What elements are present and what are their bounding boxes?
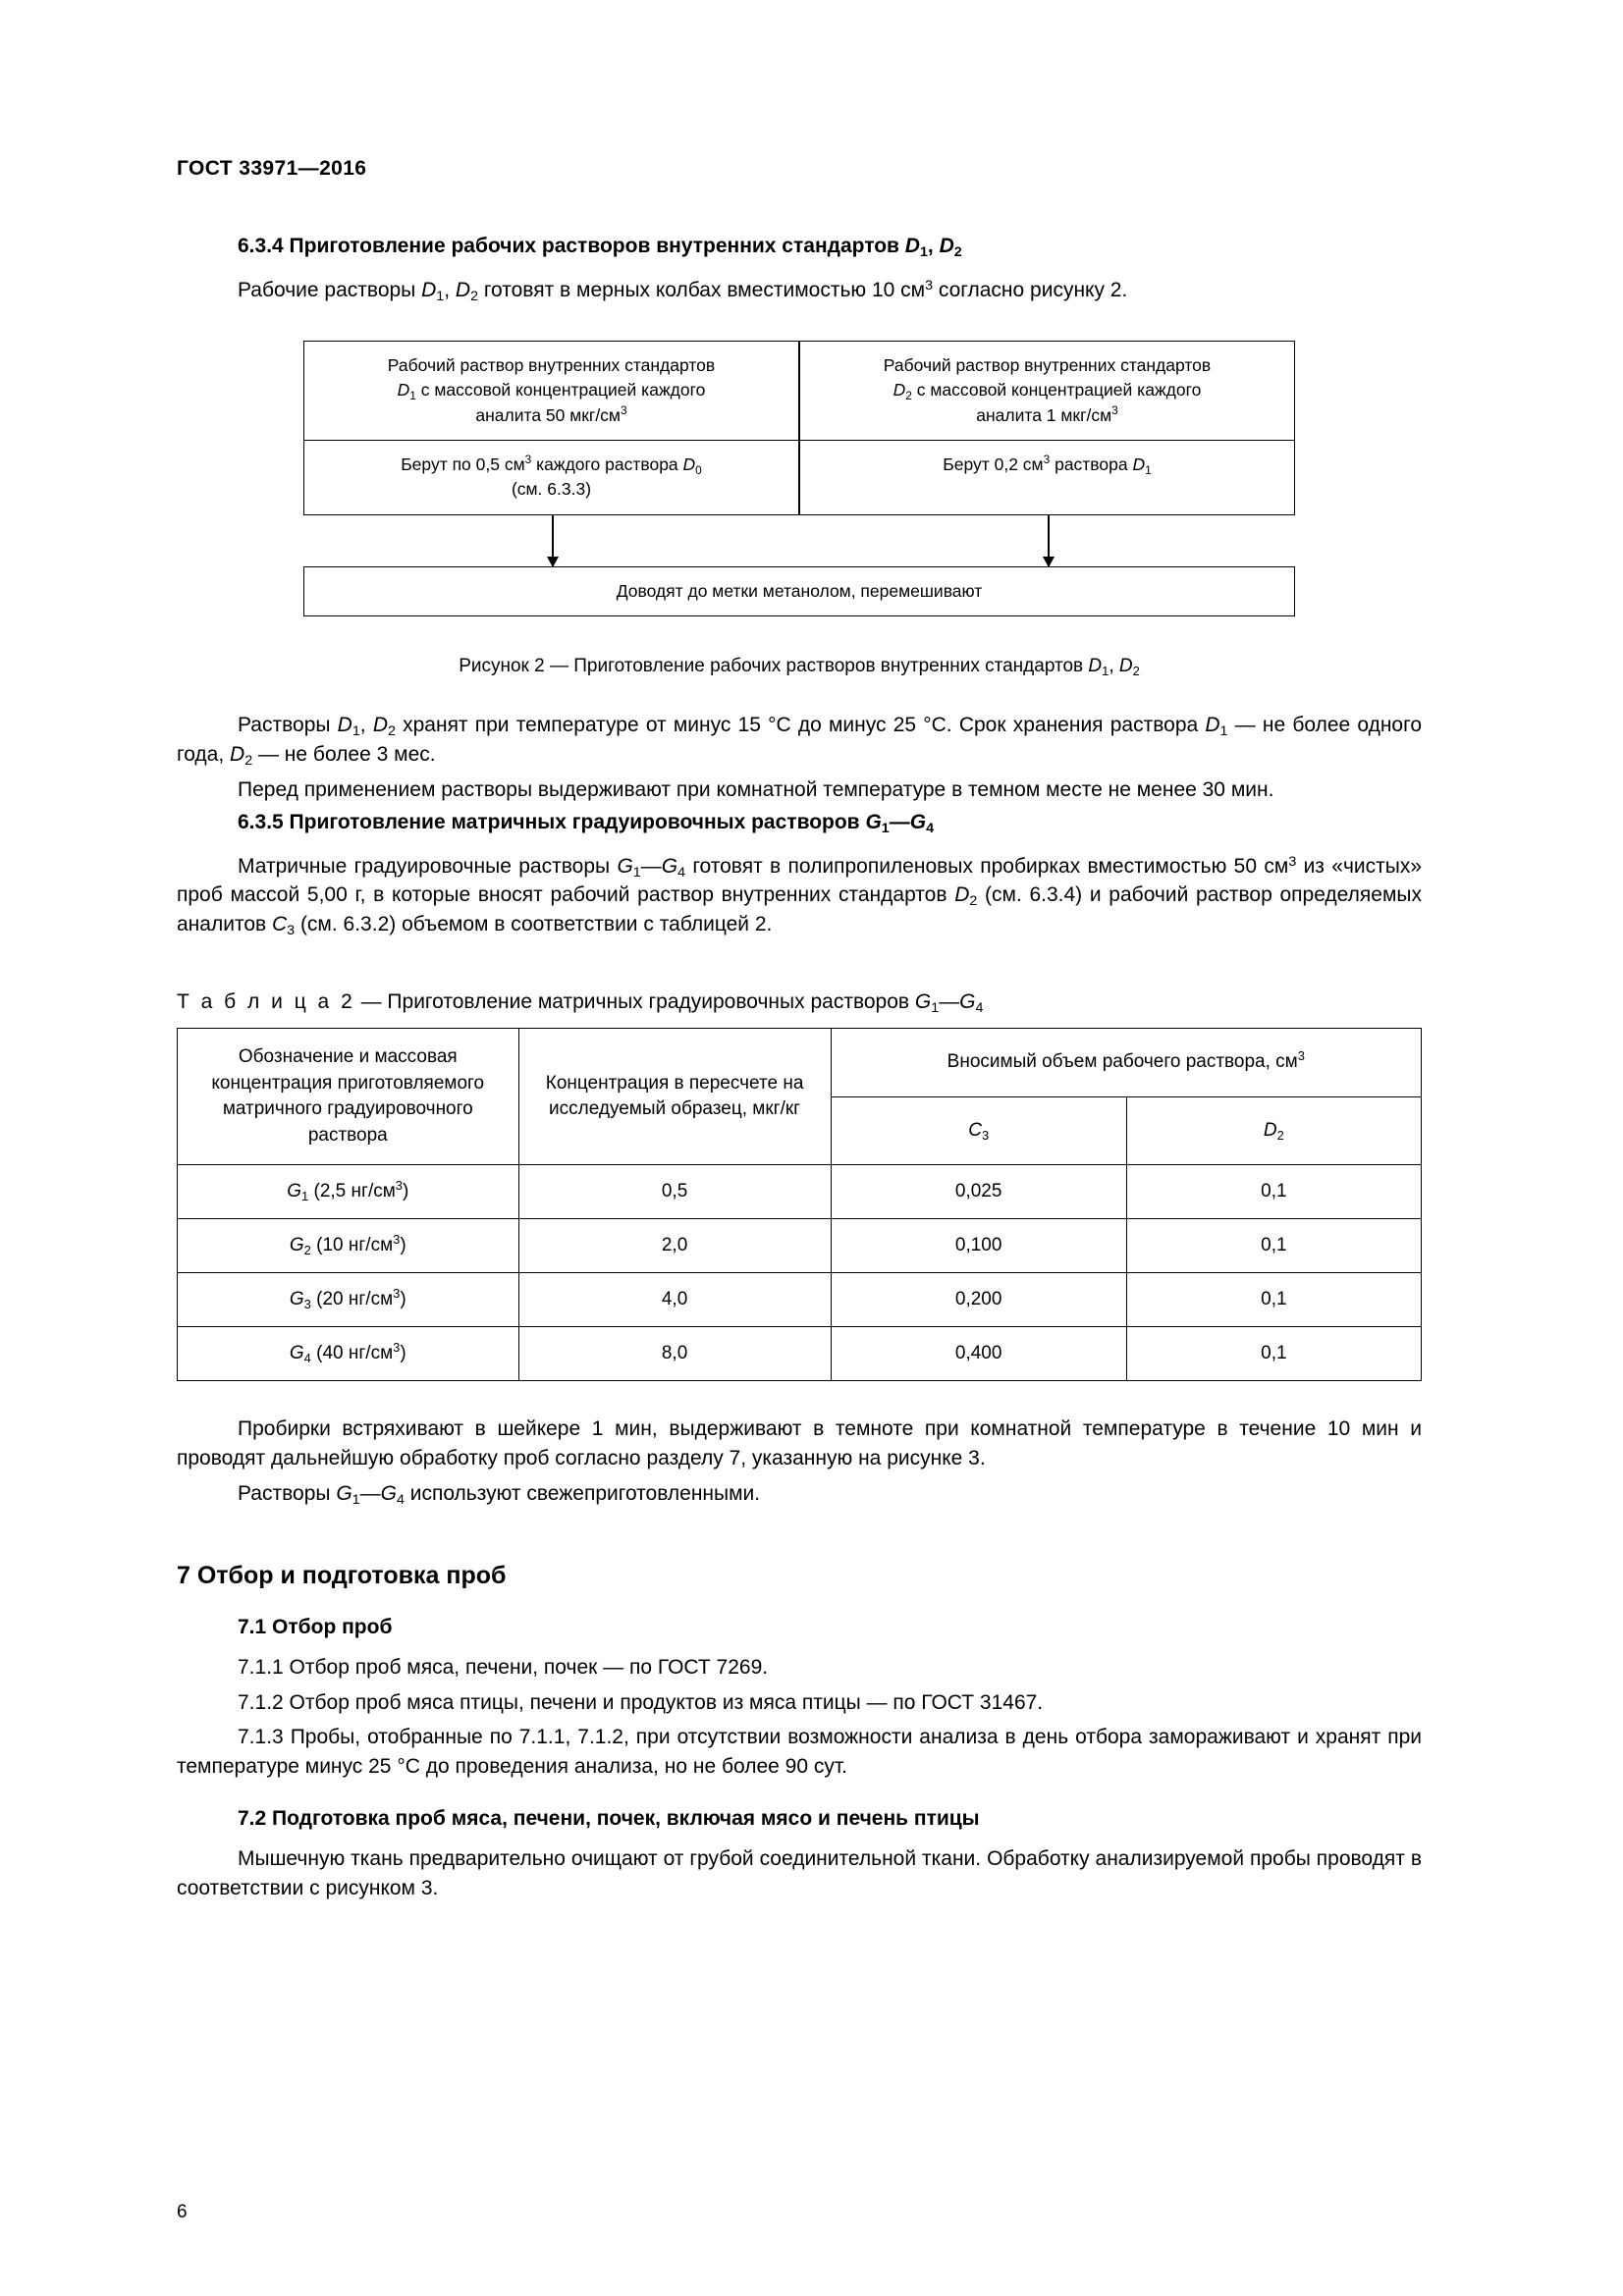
table-row	[178, 1327, 1422, 1381]
section-6-3-5-heading: 6.3.5 Приготовление матричных градуировочных растворов $G_1—G_4$	[238, 810, 934, 836]
table-2-label: Т а б л и ц а 2	[177, 989, 355, 1013]
figure-2-box-left-top: Рабочий раствор внутренних стандартов $D_1$ с массовой концентрацией каждого аналита 50 мкг/$см^3$	[303, 341, 799, 441]
section-6-3-4-paragraph: Рабочие растворы $D_1$, $D_2$ готовят в мерных колбах вместимостью 10 $см^3$ согласно рисунку 2.	[238, 278, 1128, 304]
figure-2-row-3	[303, 566, 1295, 616]
table-2	[177, 1028, 1422, 1381]
table-2-cell-c3: 0,100	[831, 1219, 1126, 1273]
figure-2-box-right-bottom: Берут 0,2 $см^3$ раствора $D_1$	[799, 441, 1295, 515]
table-2-header-row-1	[178, 1028, 1422, 1096]
section-7-heading: 7 Отбор и подготовка проб	[177, 1561, 507, 1589]
table-2-cell-d2: 0,1	[1126, 1219, 1421, 1273]
table-2-cell-name: $G_1$ (2,5 $нг/см^3$)	[178, 1165, 519, 1219]
fresh-solutions-paragraph: Растворы $G_1—G_4$ используют свежеприготовленными.	[238, 1481, 761, 1508]
figure-2-box-right-top-line1: Рабочий раствор внутренних стандартов	[883, 354, 1212, 375]
section-6-3-4-heading-text: 6.3.4 Приготовление рабочих растворов внутренних стандартов	[238, 235, 905, 257]
table-2-cell-name: $G_4$ (40 $нг/см^3$)	[178, 1327, 519, 1381]
table-2-header-group: Вносимый объем рабочего раствора, $см^3$	[831, 1028, 1421, 1096]
table-2-cell-d2: 0,1	[1126, 1273, 1421, 1327]
section-6-3-5-heading-text: 6.3.5 Приготовление матричных градуировочных растворов	[238, 810, 866, 833]
table-2-title: Т а б л и ц а 2 — Приготовление матричных градуировочных растворов $G_1—G_4$	[177, 989, 984, 1016]
table-2-header-col2: Концентрация в пересчете на исследуемый образец, мкг/кг	[518, 1028, 831, 1164]
before-use-paragraph: Перед применением растворы выдерживают при комнатной температуре в темном месте не менее 30 мин.	[238, 777, 1274, 801]
table-2-header-col3: $C_3$	[831, 1096, 1126, 1165]
down-arrow-icon-right	[1048, 515, 1050, 566]
page-number: 6	[177, 2202, 188, 2222]
section-7-1-3: 7.1.3 Пробы, отобранные по 7.1.1, 7.1.2, при отсутствии возможности анализа в день отбора замораживают и хранят при температуре минус 25 °С до проведения анализа, но не более 90 сут.	[177, 1726, 1422, 1779]
figure-2-row-1	[303, 341, 1295, 441]
table-2-cell-conc: 2,0	[518, 1219, 831, 1273]
table-row	[178, 1165, 1422, 1219]
figure-2-block	[177, 341, 1422, 677]
figure-2-box-left-bottom: Берут по 0,5 $см^3$ каждого раствора $D_0$ (см. 6.3.3)	[303, 441, 799, 515]
section-6-3-4-heading: 6.3.4 Приготовление рабочих растворов внутренних стандартов $D_1$, $D_2$	[238, 235, 962, 260]
section-7-1-heading: 7.1 Отбор проб	[238, 1615, 393, 1638]
table-row	[178, 1273, 1422, 1327]
section-7-2-paragraph: Мышечную ткань предварительно очищают от грубой соединительной ткани. Обработку анализируемой пробы проводят в соответствии с рисунком 3.	[177, 1847, 1422, 1899]
storage-paragraph: Растворы $D_1$, $D_2$ хранят при температуре от минус 15 °С до минус 25 °С. Срок хранения раствора $D_1$ — не более одного года, $D_2$ — не более 3 мес.	[177, 714, 1422, 769]
figure-2-arrows	[303, 515, 1295, 566]
shaker-paragraph: Пробирки встряхивают в шейкере 1 мин, выдерживают в темноте при комнатной температуре в течение 10 мин и проводят дальнейшую обработку проб согласно разделу 7, указанную на рисунке 3.	[177, 1417, 1422, 1470]
figure-2-box-left-top-line1: Рабочий раствор внутренних стандартов	[387, 354, 716, 375]
figure-2-row-2	[303, 441, 1295, 515]
table-2-cell-d2: 0,1	[1126, 1165, 1421, 1219]
table-2-cell-conc: 0,5	[518, 1165, 831, 1219]
table-2-cell-name: $G_3$ (20 $нг/см^3$)	[178, 1273, 519, 1327]
section-7-1-1: 7.1.1 Отбор проб мяса, печени, почек — по ГОСТ 7269.	[238, 1655, 769, 1679]
figure-2-box-right-top: Рабочий раствор внутренних стандартов $D_2$ с массовой концентрацией каждого аналита 1 мкг/$см^3$	[799, 341, 1295, 441]
table-2-cell-conc: 4,0	[518, 1273, 831, 1327]
down-arrow-icon-left	[552, 515, 554, 566]
figure-2-caption: Рисунок 2 — Приготовление рабочих растворов внутренних стандартов $D_1$, $D_2$	[459, 656, 1140, 679]
table-2-cell-conc: 8,0	[518, 1327, 831, 1381]
figure-2-diagram	[303, 341, 1295, 616]
section-6-3-5-paragraph: Матричные градуировочные растворы $G_1—G_4$ готовят в полипропиленовых пробирках вместимостью 50 $см^3$ из «чистых» проб массой 5,00 г, в которые вносят рабочий раствор внутренних стандартов $D_2$ (см. 6.3.4) и рабочий раствор определяемых аналитов $C_3$ (см. 6.3.2) объемом в соответствии с таблицей 2.	[177, 853, 1423, 939]
table-2-cell-d2: 0,1	[1126, 1327, 1421, 1381]
document-standard-header: ГОСТ 33971—2016	[177, 157, 367, 180]
table-2-header-col4: $D_2$	[1126, 1096, 1421, 1165]
table-2-header-col1: Обозначение и массовая концентрация приготовляемого матричного градуировочного раствора	[178, 1028, 519, 1164]
section-7-2-heading: 7.2 Подготовка проб мяса, печени, почек, включая мясо и печень птицы	[238, 1807, 980, 1830]
figure-2-box-bottom: Доводят до метки метанолом, перемешивают	[303, 566, 1295, 616]
table-2-cell-c3: 0,400	[831, 1327, 1126, 1381]
table-2-cell-c3: 0,025	[831, 1165, 1126, 1219]
table-2-cell-c3: 0,200	[831, 1273, 1126, 1327]
section-7-1-2: 7.1.2 Отбор проб мяса птицы, печени и продуктов из мяса птицы — по ГОСТ 31467.	[238, 1690, 1044, 1714]
table-row	[178, 1219, 1422, 1273]
table-2-cell-name: $G_2$ (10 $нг/см^3$)	[178, 1219, 519, 1273]
